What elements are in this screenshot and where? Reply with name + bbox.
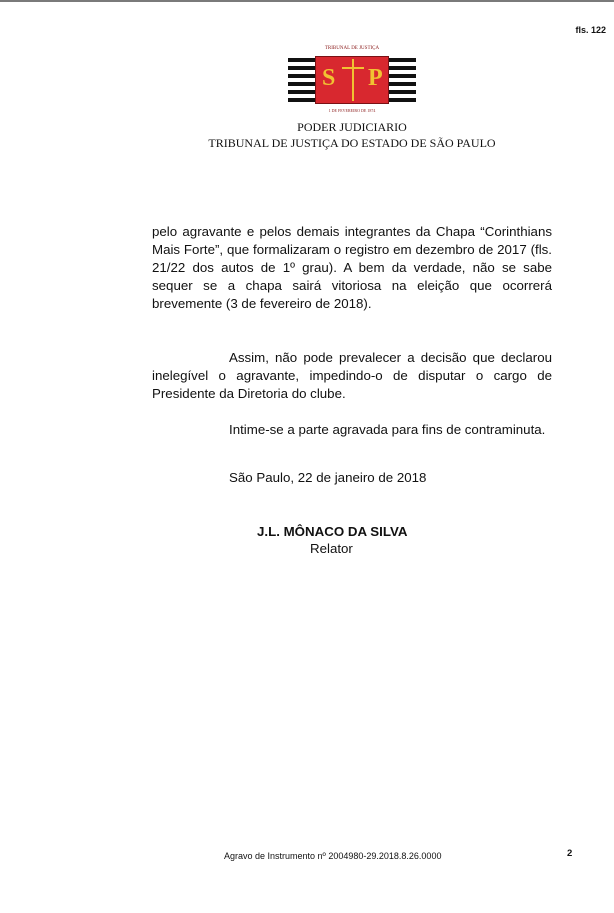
court-title-line1: PODER JUDICIARIO: [297, 120, 407, 134]
court-seal-logo: [288, 46, 416, 116]
paragraph-1: pelo agravante e pelos demais integrantes da Chapa “Corinthians Mais Forte”, que formalizaram o registro em dezembro de 2017 (fls. 21/22 dos autos de 1º grau). A bem da verdade, não se sabe sequer se a chapa sairá vitoriosa na eleição que ocorrerá brevemente (3 de fevereiro de 2018).: [152, 224, 552, 311]
scales-icon: [342, 67, 364, 69]
page-number: 2: [567, 848, 573, 859]
court-title-line2: TRIBUNAL DE JUSTIÇA DO ESTADO DE SÃO PAULO: [208, 136, 496, 150]
seal-motto-bottom: 1 DE FEVEREIRO DE 1874: [328, 108, 376, 113]
signer-name: J.L. MÔNACO DA SILVA: [257, 524, 408, 539]
case-reference: Agravo de Instrumento nº 2004980-29.2018.8.26.0000: [224, 851, 442, 861]
paragraph-3: Intime-se a parte agravada para fins de contraminuta.: [229, 422, 546, 437]
seal-letter-right: P: [368, 65, 383, 91]
seal-letter-left: S: [322, 65, 336, 91]
paragraph-2: Assim, não pode prevalecer a decisão que declarou inelegível o agravante, impedindo-o de disputar o cargo de Presidente da Diretoria do clube.: [152, 350, 552, 401]
sword-icon: [352, 59, 354, 101]
seal-motto-top: TRIBUNAL DE JUSTIÇA: [324, 46, 380, 51]
top-border: [0, 0, 614, 2]
page-reference: fls. 122: [575, 25, 606, 35]
dateline: São Paulo, 22 de janeiro de 2018: [229, 470, 427, 485]
signer-role: Relator: [310, 541, 353, 556]
seal-shield: [315, 56, 389, 104]
